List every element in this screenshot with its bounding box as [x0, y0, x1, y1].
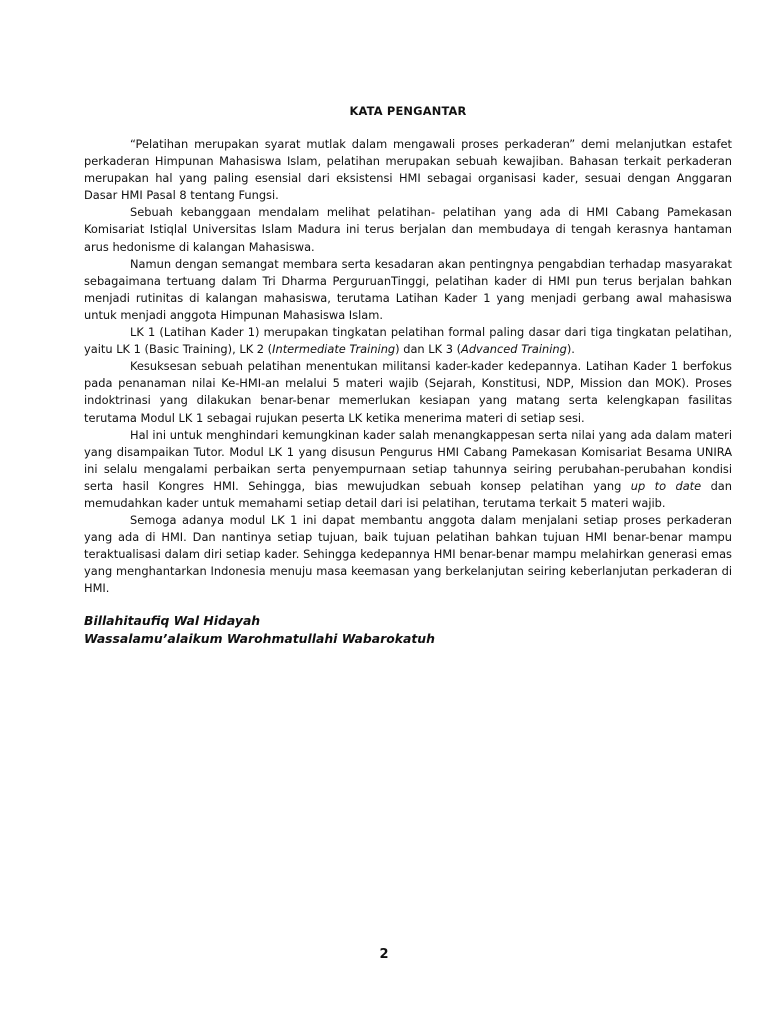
paragraph-text: dan memudahkan kader untuk memahami setiap detail dari isi pelatihan, terutama terkait 5 materi wajib.: [84, 478, 732, 510]
closing-line-1: Billahitaufiq Wal Hidayah: [84, 612, 261, 628]
paragraph-list: [84, 136, 732, 598]
page-title: KATA PENGANTAR: [349, 104, 467, 118]
italic-term: up to date: [630, 478, 702, 493]
paragraph-text: “Pelatihan merupakan syarat mutlak dalam mengawali proses perkaderan” demi melanjutkan estafet perkaderan Himpunan Mahasiswa Islam, pelatihan merupakan sebuah kewajiban. Bahasan terkait perkaderan merupakan hal yang paling esensial dari eksistensi HMI sebagai organisasi kader, sesuai dengan Anggaran Dasar HMI Pasal 8 tentang Fungsi.: [84, 137, 732, 203]
paragraph-text: Namun dengan semangat membara serta kesadaran akan pentingnya pengabdian terhadap masyarakat sebagaimana tertuang dalam Tri Dharma PerguruanTinggi, pelatihan kader di HMI pun terus berjalan bahkan menjadi rutinitas di kalangan mahasiswa, terutama Latihan Kader 1 yang menjadi gerbang awal mahasiswa untuk menjadi anggota Himpunan Mahasiswa Islam.: [84, 256, 732, 322]
paragraph: [84, 256, 732, 324]
paragraph-text: Hal ini untuk menghindari kemungkinan kader salah menangkappesan serta nilai yang ada dalam materi yang disampaikan Tutor. Modul LK 1 yang disusun Pengurus HMI Cabang Pamekasan Komisariat Besama UNIRA ini selalu mengalami perbaikan serta penyempurnaan setiap tahunnya seiring perubahan-perubahan kondisi serta hasil Kongres HMI. Sehingga, bias mewujudkan sebuah konsep pelatihan yang: [84, 427, 732, 493]
paragraph-text: ) dan LK 3 (: [395, 342, 462, 357]
paragraph: [84, 204, 732, 255]
closing-block: [84, 612, 732, 648]
paragraph-text: Semoga adanya modul LK 1 ini dapat membantu anggota dalam menjalani setiap proses perkaderan yang ada di HMI. Dan nantinya setiap tujuan, baik tujuan pelatihan bahkan tujuan HMI benar-benar mampu teraktualisasi dalam diri setiap kader. Sehingga kedepannya HMI benar-benar mampu melahirkan generasi emas yang menghantarkan Indonesia menuju masa keemasan yang berkelanjutan seiring keberlanjutan perkaderan di HMI.: [84, 513, 732, 596]
document-body: [84, 103, 732, 648]
paragraph: [84, 136, 732, 204]
italic-term: Intermediate Training: [272, 342, 396, 357]
paragraph-text: Sebuah kebanggaan mendalam melihat pelatihan- pelatihan yang ada di HMI Cabang Pamekasan Komisariat Istiqlal Universitas Islam Madura ini terus berjalan dan membudaya di tengah kerasnya hantaman arus hedonisme di kalangan Mahasiswa.: [84, 205, 732, 254]
paragraph: [84, 427, 732, 512]
closing-line-2: Wassalamu’alaikum Warohmatullahi Wabarokatuh: [84, 630, 435, 646]
paragraph-text: Kesuksesan sebuah pelatihan menentukan militansi kader-kader kedepannya. Latihan Kader 1 berfokus pada penanaman nilai Ke-HMI-an melalui 5 materi wajib (Sejarah, Konstitusi, NDP, Mission dan MOK). Proses indoktrinasi yang dilakukan benar-benar memerlukan kesiapan yang matang serta kelengkapan fasilitas terutama Modul LK 1 sebagai rujukan peserta LK ketika menerima materi di setiap sesi.: [84, 359, 732, 425]
paragraph: [84, 512, 732, 597]
paragraph: [84, 358, 732, 426]
paragraph-text: LK 1 (Latihan Kader 1) merupakan tingkatan pelatihan formal paling dasar dari tiga tingkatan pelatihan, yaitu LK 1 (Basic Training), LK 2 (: [84, 325, 732, 357]
page-number: 2: [379, 947, 389, 962]
paragraph: [84, 324, 732, 358]
paragraph-text: ).: [566, 342, 575, 357]
italic-term: Advanced Training: [461, 342, 567, 357]
